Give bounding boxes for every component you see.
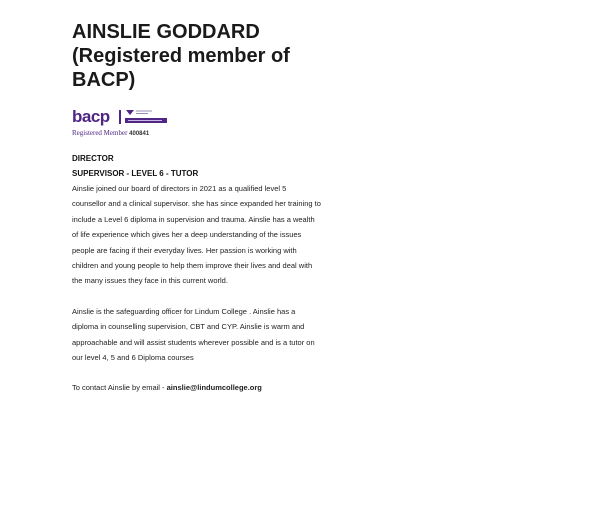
registration-line-1: (Registered member of bbox=[72, 45, 290, 67]
role-director: DIRECTOR bbox=[72, 154, 114, 163]
logo-divider bbox=[119, 110, 121, 124]
bacp-wordmark: bacp bbox=[72, 107, 110, 126]
bacp-accredited-badge-icon bbox=[125, 109, 167, 125]
profile-name: AINSLIE GODDARD bbox=[72, 21, 260, 43]
role-supervisor: SUPERVISOR - LEVEL 6 - TUTOR bbox=[72, 169, 199, 178]
profile-title bbox=[72, 20, 322, 92]
paragraph-gap bbox=[72, 289, 322, 304]
contact-prefix: To contact Ainslie by email - bbox=[72, 383, 167, 393]
bio-paragraph-2: Ainslie is the safeguarding officer for Lindum College . Ainslie has a diploma in counselling supervision, CBT and CYP. Ainslie is warm and approachable and will assist students wherever possible and is a tutor on our level 4, 5 and 6 Diploma courses bbox=[72, 306, 315, 363]
registration-line-2: BACP) bbox=[72, 69, 136, 91]
member-number: 400841 bbox=[129, 131, 150, 137]
email-link[interactable]: ainslie@lindumcollege.org bbox=[166, 383, 262, 393]
paragraph-gap bbox=[72, 365, 322, 380]
contact-line bbox=[72, 380, 322, 395]
registered-member-text: Registered Member bbox=[72, 129, 128, 137]
bio-paragraph-1: Ainslie joined our board of directors in 2021 as a qualified level 5 counsellor and a clinical supervisor. she has since expanded her training to include a Level 6 diploma in supervision and trauma. Ainslie has a wealth of life experience which gives her a deep understanding of the issues people are facing if their everyday lives. Her passion is working with children and young people to help them improve their lives and deal with the many issues they face in this current world. bbox=[72, 184, 321, 286]
profile-content bbox=[72, 20, 322, 396]
bacp-logo bbox=[72, 108, 172, 138]
registered-member-label bbox=[72, 129, 149, 137]
